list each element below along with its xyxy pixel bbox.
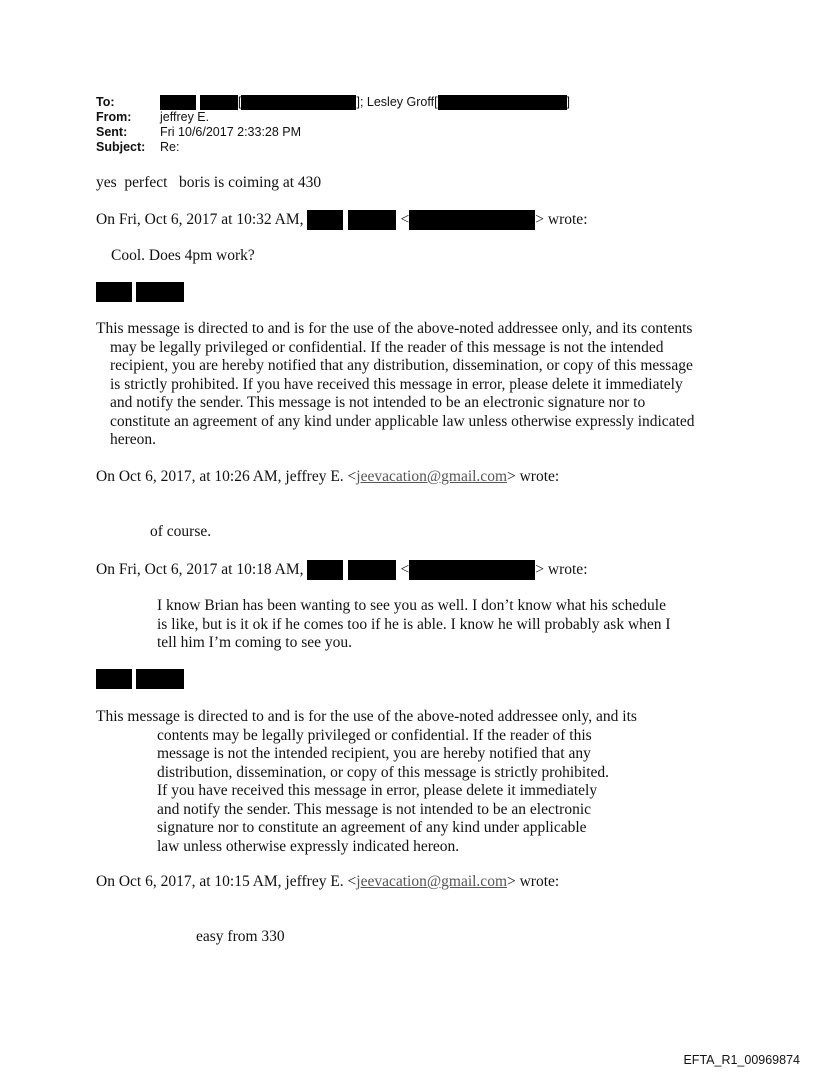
- reply-text: yes perfect boris is coiming at 430: [96, 174, 322, 191]
- disclaimer-body: may be legally privileged or confidential. If the reader of this message is not the intended recipient, you are hereby notified that any distribution, dissemination, or copy of this message is strictly prohibited. If you have received this message in error, please delete it immediately and notify the sender. This message is not intended to be an electronic signature nor to constitute an agreement of any kind under applicable law unless otherwise expressly indicated hereon.: [110, 338, 695, 448]
- sent-label: Sent:: [96, 125, 128, 139]
- email-link[interactable]: jeevacation@gmail.com: [356, 468, 507, 485]
- quote-attribution-2: [96, 468, 559, 487]
- quote-attribution-suffix: > wrote:: [535, 210, 588, 228]
- to-recipients-text: ]; Lesley Groff[: [356, 95, 438, 109]
- quote-attribution-prefix: On Fri, Oct 6, 2017 at 10:18 AM,: [96, 560, 304, 578]
- message-1: Cool. Does 4pm work?: [111, 247, 255, 264]
- from-row: [96, 110, 570, 125]
- redaction-block: [409, 210, 535, 230]
- sent-row: [96, 125, 570, 140]
- redaction-block: [348, 560, 396, 580]
- redaction-block: [348, 210, 396, 230]
- to-label: To:: [96, 95, 115, 109]
- to-open-bracket: [: [238, 95, 242, 109]
- signature-redaction-1: [96, 282, 184, 302]
- quote-attribution-4: [96, 873, 559, 892]
- quote-attribution-prefix: On Fri, Oct 6, 2017 at 10:32 AM,: [96, 210, 304, 228]
- redaction-block: [136, 669, 184, 689]
- signature-redaction-2: [96, 669, 184, 689]
- redaction-block: [438, 95, 567, 110]
- disclaimer-first-line: This message is directed to and is for the use of the above-noted addressee only, and its contents: [96, 320, 693, 337]
- to-close-bracket: ]: [566, 95, 571, 109]
- email-header: [96, 95, 570, 155]
- disclaimer-1: [96, 320, 716, 450]
- redaction-block: [409, 560, 535, 580]
- quote-attribution-lt: <: [400, 560, 410, 578]
- to-row: [96, 95, 570, 110]
- quote-attribution-prefix: On Oct 6, 2017, at 10:15 AM, jeffrey E. <: [96, 873, 357, 890]
- subject-label: Subject:: [96, 140, 146, 154]
- redaction-block: [307, 210, 343, 230]
- quote-attribution-3: [96, 560, 588, 580]
- quote-attribution-suffix: > wrote:: [507, 468, 560, 485]
- quote-attribution-lt: <: [400, 210, 410, 228]
- from-value: jeffrey E.: [160, 110, 210, 124]
- disclaimer-2: [96, 708, 696, 856]
- redaction-block: [200, 95, 238, 110]
- disclaimer-first-line: This message is directed to and is for the use of the above-noted addressee only, and its: [96, 708, 637, 725]
- quote-attribution-prefix: On Oct 6, 2017, at 10:26 AM, jeffrey E. <: [96, 468, 357, 485]
- redaction-block: [96, 669, 132, 689]
- message-4: easy from 330: [196, 928, 285, 945]
- sent-value: Fri 10/6/2017 2:33:28 PM: [160, 125, 302, 139]
- quote-attribution-suffix: > wrote:: [507, 873, 560, 890]
- quote-attribution-suffix: > wrote:: [535, 560, 588, 578]
- message-2: of course.: [150, 523, 212, 540]
- subject-value: Re:: [160, 140, 180, 154]
- from-label: From:: [96, 110, 132, 124]
- disclaimer-body: contents may be legally privileged or confidential. If the reader of this message is not the intended recipient, you are hereby notified that any distribution, dissemination, or copy of this message is strictly prohibited. If you have received this message in error, please delete it immediately and notify the sender. This message is not intended to be an electronic signature nor to constitute an agreement of any kind under applicable law unless otherwise expressly indicated hereon.: [157, 726, 610, 855]
- document-id: EFTA_R1_00969874: [683, 1053, 800, 1067]
- redaction-block: [241, 95, 356, 110]
- quote-attribution-1: [96, 210, 588, 230]
- redaction-block: [160, 95, 196, 110]
- redaction-block: [307, 560, 343, 580]
- redaction-block: [96, 282, 132, 302]
- redaction-block: [136, 282, 184, 302]
- message-3: I know Brian has been wanting to see you as well. I don’t know what his schedule is like, but is it ok if he comes too if he is able. I know he will probably ask when I tell him I’m coming to see you.: [157, 597, 671, 651]
- subject-row: [96, 140, 570, 155]
- email-link[interactable]: jeevacation@gmail.com: [356, 873, 507, 890]
